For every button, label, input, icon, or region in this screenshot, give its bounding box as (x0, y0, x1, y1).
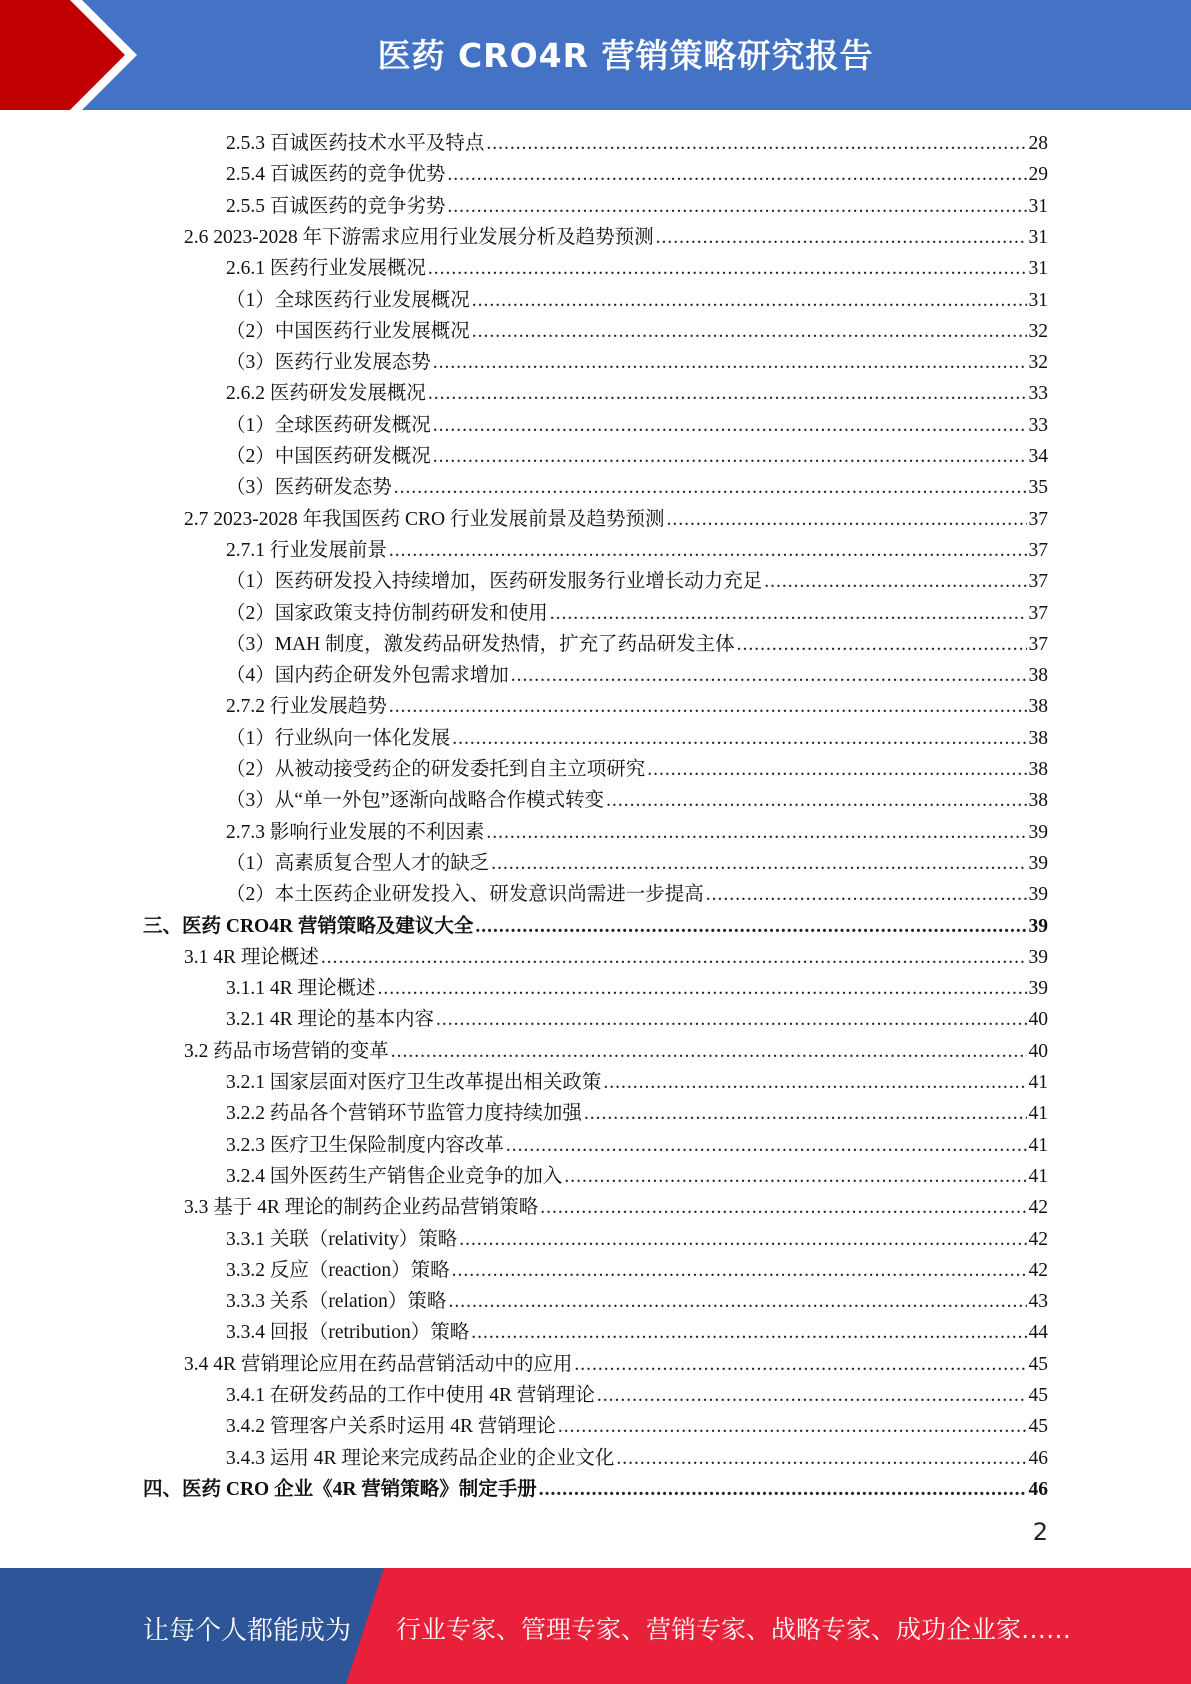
toc-entry-page: 31 (1028, 258, 1048, 279)
toc-entry-label: 2.6.2 医药研发发展概况 (226, 383, 426, 404)
toc-entry-label: 3.3.2 反应（reaction）策略 (226, 1260, 450, 1281)
toc-entry-label: （3）MAH 制度，激发药品研发热情，扩充了药品研发主体 (226, 634, 735, 655)
toc-entry-label: 3.3 基于 4R 理论的制药企业药品营销策略 (184, 1197, 539, 1218)
toc-entry[interactable] (184, 220, 1048, 251)
toc-entry[interactable] (226, 1378, 1048, 1409)
toc-entry-page: 37 (1028, 571, 1048, 592)
toc-leader-dots (378, 976, 1027, 1002)
toc-entry-page: 42 (1028, 1260, 1048, 1281)
toc-entry-page: 41 (1028, 1135, 1048, 1156)
toc-entry[interactable] (226, 596, 1048, 627)
toc-entry-label: 2.5.5 百诚医药的竞争劣势 (226, 196, 446, 217)
toc-entry-page: 29 (1028, 164, 1048, 185)
toc-entry-page: 37 (1028, 540, 1048, 561)
toc-entry-label: 3.4 4R 营销理论应用在药品营销活动中的应用 (184, 1354, 573, 1375)
toc-entry-page: 28 (1028, 133, 1048, 154)
toc-entry-page: 38 (1028, 665, 1048, 686)
page-header (0, 0, 1191, 110)
toc-entry-page: 39 (1028, 947, 1048, 968)
toc-entry[interactable] (226, 1159, 1048, 1190)
toc-entry[interactable] (226, 877, 1048, 908)
toc-entry[interactable] (226, 345, 1048, 376)
toc-entry[interactable] (226, 1409, 1048, 1440)
document-title: 医药 CRO4R 营销策略研究报告 (377, 36, 874, 75)
toc-entry-label: 2.5.4 百诚医药的竞争优势 (226, 164, 446, 185)
toc-entry[interactable] (226, 1284, 1048, 1315)
toc-entry-label: 三、医药 CRO4R 营销策略及建议大全 (143, 916, 474, 937)
toc-leader-dots (428, 256, 1027, 282)
toc-leader-dots (603, 1070, 1026, 1096)
toc-entry[interactable] (226, 283, 1048, 314)
toc-entry-label: 3.2.1 4R 理论的基本内容 (226, 1009, 435, 1030)
toc-entry[interactable] (226, 846, 1048, 877)
toc-entry[interactable] (226, 1002, 1048, 1033)
toc-leader-dots (666, 507, 1026, 533)
toc-entry[interactable] (226, 189, 1048, 220)
toc-entry-label: （1）全球医药研发概况 (226, 415, 431, 436)
toc-entry-label: （1）行业纵向一体化发展 (226, 728, 451, 749)
toc-entry-label: 3.1 4R 理论概述 (184, 947, 319, 968)
toc-leader-dots (737, 632, 1027, 658)
toc-entry-label: 2.7 2023-2028 年我国医药 CRO 行业发展前景及趋势预测 (184, 509, 665, 530)
toc-leader-dots (452, 726, 1026, 752)
toc-leader-dots (433, 413, 1027, 439)
toc-entry[interactable] (226, 470, 1048, 501)
toc-entry[interactable] (143, 909, 1048, 940)
toc-entry[interactable] (226, 1222, 1048, 1253)
toc-entry-label: （2）从被动接受药企的研发委托到自主立项研究 (226, 759, 646, 780)
toc-entry[interactable] (226, 1065, 1048, 1096)
toc-entry-page: 43 (1028, 1291, 1048, 1312)
toc-leader-dots (558, 1414, 1027, 1440)
page-footer (0, 1568, 1191, 1684)
toc-entry-page: 38 (1028, 790, 1048, 811)
toc-entry-page: 44 (1028, 1322, 1048, 1343)
toc-entry[interactable] (226, 314, 1048, 345)
toc-entry[interactable] (226, 157, 1048, 188)
toc-entry[interactable] (143, 1472, 1048, 1503)
toc-entry-label: 3.3.4 回报（retribution）策略 (226, 1322, 470, 1343)
toc-entry-page: 39 (1028, 916, 1048, 937)
toc-entry-page: 41 (1028, 1103, 1048, 1124)
toc-entry-page: 40 (1028, 1009, 1048, 1030)
toc-leader-dots (389, 694, 1027, 720)
toc-entry[interactable] (226, 815, 1048, 846)
toc-entry-page: 38 (1028, 759, 1048, 780)
toc-entry[interactable] (226, 251, 1048, 282)
page-number: 2 (1032, 1518, 1048, 1546)
toc-entry[interactable] (226, 126, 1048, 157)
toc-entry-label: 2.6 2023-2028 年下游需求应用行业发展分析及趋势预测 (184, 227, 654, 248)
toc-entry[interactable] (226, 376, 1048, 407)
toc-entry-label: （3）医药行业发展态势 (226, 352, 431, 373)
toc-entry-label: （2）中国医药行业发展概况 (226, 321, 470, 342)
toc-leader-dots (459, 1227, 1026, 1253)
toc-leader-dots (475, 914, 1026, 940)
toc-leader-dots (471, 1320, 1026, 1346)
toc-entry[interactable] (226, 971, 1048, 1002)
toc-leader-dots (764, 569, 1026, 595)
toc-leader-dots (506, 1133, 1027, 1159)
toc-entry-page: 31 (1028, 290, 1048, 311)
toc-entry-label: 3.4.2 管理客户关系时运用 4R 营销理论 (226, 1416, 556, 1437)
toc-leader-dots (472, 319, 1027, 345)
toc-entry-page: 46 (1028, 1479, 1048, 1500)
toc-entry-page: 41 (1028, 1072, 1048, 1093)
toc-entry[interactable] (184, 1347, 1048, 1378)
toc-entry-label: 3.1.1 4R 理论概述 (226, 978, 376, 999)
footer-slogan-left: 让每个人都能成为 (143, 1616, 352, 1646)
toc-entry-label: （1）高素质复合型人才的缺乏 (226, 853, 490, 874)
toc-entry-label: 2.7.1 行业发展前景 (226, 540, 387, 561)
toc-entry-page: 32 (1028, 321, 1048, 342)
toc-leader-dots (511, 663, 1027, 689)
toc-entry-page: 38 (1028, 728, 1048, 749)
toc-entry-page: 41 (1028, 1166, 1048, 1187)
toc-entry-page: 37 (1028, 509, 1048, 530)
toc-entry[interactable] (226, 564, 1048, 595)
toc-entry[interactable] (226, 627, 1048, 658)
toc-entry[interactable] (184, 1190, 1048, 1221)
toc-entry-page: 45 (1028, 1416, 1048, 1437)
toc-entry-label: 3.2 药品市场营销的变革 (184, 1041, 389, 1062)
toc-leader-dots (428, 381, 1027, 407)
toc-entry[interactable] (226, 1128, 1048, 1159)
toc-entry-page: 46 (1028, 1448, 1048, 1469)
toc-entry-page: 33 (1028, 415, 1048, 436)
toc-entry-label: 3.2.4 国外医药生产销售企业竞争的加入 (226, 1166, 563, 1187)
toc-entry[interactable] (226, 1441, 1048, 1472)
toc-leader-dots (394, 475, 1027, 501)
toc-entry-label: （2）中国医药研发概况 (226, 446, 431, 467)
toc-entry-page: 37 (1028, 603, 1048, 624)
toc-leader-dots (391, 1039, 1027, 1065)
toc-leader-dots (452, 1258, 1027, 1284)
toc-entry-page: 33 (1028, 383, 1048, 404)
toc-entry-label: （2）本土医药企业研发投入、研发意识尚需进一步提高 (226, 884, 704, 905)
toc-entry-label: （2）国家政策支持仿制药研发和使用 (226, 603, 548, 624)
toc-entry[interactable] (226, 1315, 1048, 1346)
toc-entry-page: 37 (1028, 634, 1048, 655)
toc-leader-dots (616, 1446, 1026, 1472)
toc-entry-page: 42 (1028, 1197, 1048, 1218)
toc-entry-page: 39 (1028, 884, 1048, 905)
toc-entry-label: 3.2.2 药品各个营销环节监管力度持续加强 (226, 1103, 582, 1124)
toc-leader-dots (550, 601, 1027, 627)
toc-entry-page: 39 (1028, 822, 1048, 843)
toc-entry-label: 2.7.2 行业发展趋势 (226, 696, 387, 717)
toc-leader-dots (647, 757, 1026, 783)
toc-entry[interactable] (226, 439, 1048, 470)
toc-leader-dots (706, 882, 1027, 908)
toc-entry[interactable] (184, 502, 1048, 533)
toc-leader-dots (656, 225, 1027, 251)
toc-leader-dots (433, 350, 1027, 376)
toc-entry[interactable] (226, 533, 1048, 564)
toc-entry[interactable] (226, 721, 1048, 752)
toc-entry[interactable] (226, 408, 1048, 439)
toc-leader-dots (606, 788, 1026, 814)
toc-entry-label: 3.3.1 关联（relativity）策略 (226, 1229, 458, 1250)
toc-entry-page: 39 (1028, 978, 1048, 999)
toc-leader-dots (436, 1007, 1026, 1033)
toc-entry-page: 38 (1028, 696, 1048, 717)
toc-entry-label: （1）医药研发投入持续增加，医药研发服务行业增长动力充足 (226, 571, 763, 592)
toc-leader-dots (433, 444, 1027, 470)
toc-leader-dots (486, 820, 1026, 846)
toc-leader-dots (539, 1477, 1027, 1503)
toc-leader-dots (564, 1164, 1026, 1190)
toc-entry-label: （1）全球医药行业发展概况 (226, 290, 470, 311)
toc-entry[interactable] (226, 1253, 1048, 1284)
toc-entry-page: 45 (1028, 1385, 1048, 1406)
toc-entry-label: 3.2.3 医疗卫生保险制度内容改革 (226, 1135, 504, 1156)
toc-entry-page: 35 (1028, 477, 1048, 498)
toc-entry-label: （3）医药研发态势 (226, 477, 392, 498)
toc-entry-label: （3）从“单一外包”逐渐向战略合作模式转变 (226, 790, 605, 811)
toc-entry-label: （4）国内药企研发外包需求增加 (226, 665, 509, 686)
toc-leader-dots (448, 1289, 1026, 1315)
toc-entry-page: 32 (1028, 352, 1048, 373)
toc-entry[interactable] (226, 783, 1048, 814)
toc-entry-label: 3.4.3 运用 4R 理论来完成药品企业的企业文化 (226, 1448, 615, 1469)
toc-entry-label: 3.2.1 国家层面对医疗卫生改革提出相关政策 (226, 1072, 602, 1093)
toc-entry-page: 45 (1028, 1354, 1048, 1375)
toc-entry-page: 31 (1028, 196, 1048, 217)
toc-leader-dots (321, 945, 1027, 971)
toc-leader-dots (447, 162, 1026, 188)
toc-entry[interactable] (226, 1096, 1048, 1127)
toc-entry-label: 3.3.3 关系（relation）策略 (226, 1291, 447, 1312)
toc-entry[interactable] (184, 940, 1048, 971)
toc-entry-label: 2.6.1 医药行业发展概况 (226, 258, 426, 279)
toc-entry-page: 34 (1028, 446, 1048, 467)
toc-entry[interactable] (226, 689, 1048, 720)
toc-entry-page: 31 (1028, 227, 1048, 248)
toc-entry[interactable] (184, 1034, 1048, 1065)
toc-leader-dots (472, 288, 1027, 314)
toc-entry[interactable] (226, 752, 1048, 783)
toc-entry-page: 39 (1028, 853, 1048, 874)
toc-leader-dots (389, 538, 1027, 564)
toc-entry-label: 2.5.3 百诚医药技术水平及特点 (226, 133, 485, 154)
toc-entry-page: 40 (1028, 1041, 1048, 1062)
toc-leader-dots (540, 1195, 1026, 1221)
toc-leader-dots (597, 1383, 1027, 1409)
toc-entry-page: 42 (1028, 1229, 1048, 1250)
toc-leader-dots (447, 194, 1026, 220)
toc-leader-dots (486, 131, 1026, 157)
toc-entry-label: 2.7.3 影响行业发展的不利因素 (226, 822, 485, 843)
toc-entry-label: 3.4.1 在研发药品的工作中使用 4R 营销理论 (226, 1385, 595, 1406)
footer-slogan-right: 行业专家、管理专家、营销专家、战略专家、成功企业家…… (396, 1615, 1072, 1644)
toc-leader-dots (491, 851, 1026, 877)
toc-entry[interactable] (226, 658, 1048, 689)
toc-entry-label: 四、医药 CRO 企业《4R 营销策略》制定手册 (143, 1479, 537, 1500)
toc-leader-dots (584, 1101, 1027, 1127)
toc-leader-dots (574, 1352, 1026, 1378)
